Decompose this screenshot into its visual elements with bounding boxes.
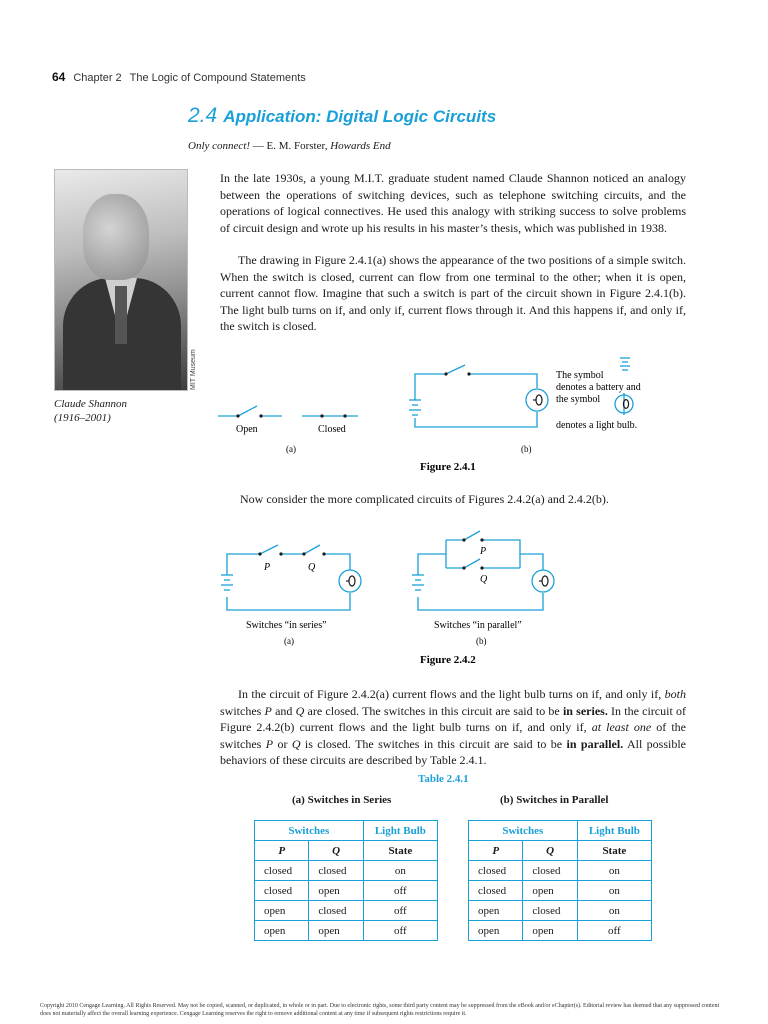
section-title bbox=[188, 104, 496, 128]
parallel-header-bulb: Light Bulb bbox=[577, 821, 651, 841]
subfig-2a-label: (a) bbox=[284, 636, 294, 646]
shannon-photo bbox=[54, 169, 188, 391]
table-row: closed open on bbox=[469, 881, 652, 901]
open-label: Open bbox=[236, 424, 258, 435]
copyright-notice: Copyright 2010 Cengage Learning. All Rights Reserved. May not be copied, scanned, or duplicated, in whole or in part. Due to electronic rights, some third party content may be suppressed from the eBook and/or eChapter(s). Editorial review has deemed that any suppressed content does not materially affect the overall learning experience. Cengage Learning reserves the right to remove additional content at any time if subsequent rights restrictions require it. bbox=[40, 1003, 720, 1017]
parallel-caption: Switches “in parallel” bbox=[434, 620, 522, 631]
paragraph-complicated: Now consider the more complicated circuits of Figures 2.4.2(a) and 2.4.2(b). bbox=[240, 492, 609, 506]
table-row: closed open off bbox=[255, 881, 438, 901]
parallel-truth-table: Switches Light Bulb P Q State closed closed on closed open on open closed on open open off bbox=[468, 820, 652, 941]
epigraph-source: Howards End bbox=[330, 140, 391, 152]
chapter-title: The Logic of Compound Statements bbox=[129, 72, 306, 84]
legend-line-2: denotes a battery and bbox=[556, 382, 641, 393]
epigraph-quote: Only connect! bbox=[188, 140, 250, 152]
legend-line-3: the symbol bbox=[556, 394, 601, 405]
figure-2-4-1 bbox=[210, 352, 670, 477]
subfig-b-label: (b) bbox=[521, 444, 532, 454]
series-header-switches: Switches bbox=[255, 821, 364, 841]
paragraph-series-parallel: In the circuit of Figure 2.4.2(a) current flows and the light bulb turns on if, and only if, both switches P and Q are closed. The switches in this circuit are said to be in series. In the circuit of Figure 2.4.2(b) current flows and the light bulb turns on if, and only if, at least one of the switches P or Q is closed. The switches in this circuit are said to be in parallel. All possible behaviors of these circuits are described by Table 2.4.1. bbox=[220, 687, 687, 767]
table-row: open closed on bbox=[469, 901, 652, 921]
closed-label: Closed bbox=[318, 424, 346, 435]
table-row: open open off bbox=[255, 921, 438, 941]
chapter-label: Chapter 2 bbox=[73, 72, 122, 84]
series-header-bulb: Light Bulb bbox=[363, 821, 437, 841]
epigraph bbox=[188, 140, 391, 152]
legend-line-1: The symbol bbox=[556, 370, 604, 381]
section-number: 2.4 bbox=[188, 104, 218, 127]
section-title-text: Application: Digital Logic Circuits bbox=[223, 107, 497, 126]
legend-line-4: denotes a light bulb. bbox=[556, 420, 638, 431]
subfig-a-label: (a) bbox=[286, 444, 296, 454]
paragraph-intro: In the late 1930s, a young M.I.T. graduate student named Claude Shannon noticed an analogy between the operations of switching devices, such as telephone switching circuits, and the operations of logical connectives. He used this analogy with striking success to solve problems of circuit design and wrote up his results in his master’s thesis, which was published in 1938. bbox=[220, 171, 686, 235]
subfig-2b-label: (b) bbox=[476, 636, 487, 646]
page-number: 64 bbox=[52, 70, 66, 84]
running-header bbox=[52, 70, 306, 84]
table-row: closed closed on bbox=[255, 861, 438, 881]
parallel-label-p: P bbox=[480, 546, 487, 557]
series-caption: Switches “in series” bbox=[246, 620, 327, 631]
photo-credit: MIT Museum bbox=[190, 349, 197, 390]
table-row: open closed off bbox=[255, 901, 438, 921]
table-row: open open off bbox=[469, 921, 652, 941]
series-table-title: (a) Switches in Series bbox=[292, 794, 392, 806]
parallel-table-title: (b) Switches in Parallel bbox=[500, 794, 609, 806]
figure-2-4-1-caption: Figure 2.4.1 bbox=[420, 461, 476, 473]
parallel-label-q: Q bbox=[480, 574, 488, 585]
table-row: closed closed on bbox=[469, 861, 652, 881]
figure-2-4-2-caption: Figure 2.4.2 bbox=[420, 654, 476, 666]
series-truth-table: Switches Light Bulb P Q State closed closed on closed open off open closed off open open off bbox=[254, 820, 438, 941]
parallel-header-switches: Switches bbox=[469, 821, 578, 841]
caption-name: Claude Shannon bbox=[54, 398, 128, 410]
caption-years: (1916–2001) bbox=[54, 412, 111, 424]
epigraph-attribution: — E. M. Forster, bbox=[250, 140, 331, 152]
series-label-p: P bbox=[264, 562, 271, 573]
series-label-q: Q bbox=[308, 562, 316, 573]
table-caption: Table 2.4.1 bbox=[418, 773, 469, 785]
term-in-series: in series. bbox=[562, 703, 608, 718]
term-in-parallel: in parallel. bbox=[566, 736, 624, 751]
paragraph-switch: The drawing in Figure 2.4.1(a) shows the appearance of the two positions of a simple switch. When the switch is closed, current can flow from one terminal to the other; when it is open, current cannot flow. Imagine that such a switch is part of the circuit shown in Figure 2.4.1(b). The light bulb turns on if, and only if, current flows through it. And this happens if, and only if, the switch is closed. bbox=[220, 253, 686, 333]
photo-caption bbox=[54, 397, 127, 425]
figure-2-4-2 bbox=[210, 525, 590, 670]
